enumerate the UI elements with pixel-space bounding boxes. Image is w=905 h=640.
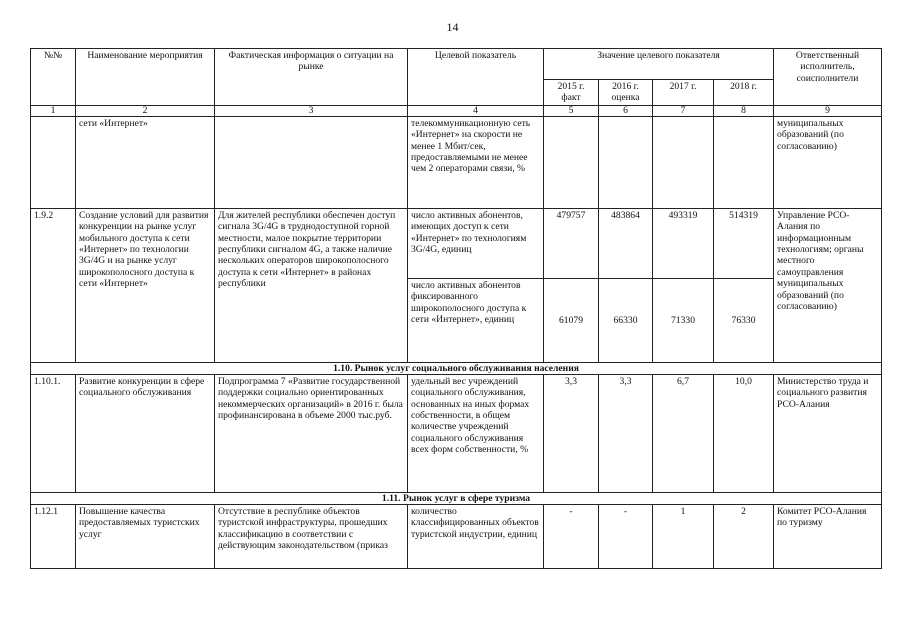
section-title: 1.10. Рынок услуг социального обслуживания населения bbox=[31, 362, 882, 374]
table-row bbox=[31, 504, 882, 568]
value-2016: - bbox=[599, 504, 653, 568]
header-num: №№ bbox=[31, 49, 76, 106]
row-resp: Министерство труда и социального развития РСО-Алания bbox=[774, 374, 882, 492]
row-target: число активных абонентов фиксированного широкополосного доступа к сети «Интернет», единиц bbox=[408, 278, 544, 362]
value-cell bbox=[653, 116, 714, 208]
value-cell bbox=[544, 116, 599, 208]
header-info: Фактическая информация о ситуации на рынке bbox=[215, 49, 408, 106]
section-row bbox=[31, 362, 882, 374]
header-2018: 2018 г. bbox=[714, 80, 774, 106]
row-info: Для жителей республики обеспечен доступ сигнала 3G/4G в труднодоступной горной местности, малое покрытие территории республики сигналом 4G, а также наличие нескольких операторов широкополосного доступа к сети «Интернет» в районах республики bbox=[215, 208, 408, 362]
col-number: 7 bbox=[653, 105, 714, 116]
value-2015: 61079 bbox=[544, 278, 599, 362]
row-num: 1.9.2 bbox=[31, 208, 76, 362]
value-2015: 3,3 bbox=[544, 374, 599, 492]
row-name: сети «Интернет» bbox=[76, 116, 215, 208]
col-number: 2 bbox=[76, 105, 215, 116]
col-number: 6 bbox=[599, 105, 653, 116]
value-2015: - bbox=[544, 504, 599, 568]
row-num: 1.12.1 bbox=[31, 504, 76, 568]
value-2018: 2 bbox=[714, 504, 774, 568]
col-number: 3 bbox=[215, 105, 408, 116]
value-cell bbox=[599, 116, 653, 208]
col-number: 4 bbox=[408, 105, 544, 116]
column-number-row bbox=[31, 105, 882, 116]
row-info: Отсутствие в республике объектов туристской инфраструктуры, прошедших классификацию в соответствии с действующим законодательством (приказ bbox=[215, 504, 408, 568]
value-2016: 483864 bbox=[599, 208, 653, 278]
row-num bbox=[31, 116, 76, 208]
row-info bbox=[215, 116, 408, 208]
header-resp: Ответственный исполнитель, соисполнители bbox=[774, 49, 882, 106]
row-num: 1.10.1. bbox=[31, 374, 76, 492]
value-2017: 71330 bbox=[653, 278, 714, 362]
value-2017: 6,7 bbox=[653, 374, 714, 492]
row-target: число активных абонентов, имеющих доступ к сети «Интернет» по технологиям 3G/4G, единиц bbox=[408, 208, 544, 278]
value-2018: 10,0 bbox=[714, 374, 774, 492]
col-number: 1 bbox=[31, 105, 76, 116]
section-row bbox=[31, 492, 882, 504]
row-resp: Комитет РСО-Алания по туризму bbox=[774, 504, 882, 568]
value-2018: 514319 bbox=[714, 208, 774, 278]
table-row bbox=[31, 116, 882, 208]
col-number: 5 bbox=[544, 105, 599, 116]
section-title: 1.11. Рынок услуг в сфере туризма bbox=[31, 492, 882, 504]
header-row bbox=[31, 49, 882, 80]
table-row bbox=[31, 208, 882, 278]
row-resp: Управление РСО-Алания по информационным технологиям; органы местного самоуправления муниципальных образований (по согласованию) bbox=[774, 208, 882, 362]
header-2016: 2016 г. оценка bbox=[599, 80, 653, 106]
value-2016: 3,3 bbox=[599, 374, 653, 492]
row-target: удельный вес учреждений социального обслуживания, основанных на иных формах собственности, в общем количестве учреждений социального обслуживания всех форм собственности, % bbox=[408, 374, 544, 492]
row-info: Подпрограмма 7 «Развитие государственной поддержки социально ориентированных некоммерческих организаций» в 2016 г. была профинансирована в объеме 2000 тыс.руб. bbox=[215, 374, 408, 492]
row-target: количество классифицированных объектов туристской индустрии, единиц bbox=[408, 504, 544, 568]
col-number: 9 bbox=[774, 105, 882, 116]
row-resp: муниципальных образований (по согласованию) bbox=[774, 116, 882, 208]
header-value: Значение целевого показателя bbox=[544, 49, 774, 80]
value-2017: 1 bbox=[653, 504, 714, 568]
col-number: 8 bbox=[714, 105, 774, 116]
value-2018: 76330 bbox=[714, 278, 774, 362]
row-name: Создание условий для развития конкуренции на рынке услуг мобильного доступа к сети «Интернет» по технологии 3G/4G и на рынке услуг широкополосного доступа к сети «Интернет» bbox=[76, 208, 215, 362]
value-2017: 493319 bbox=[653, 208, 714, 278]
header-target: Целевой показатель bbox=[408, 49, 544, 106]
row-name: Повышение качества предоставляемых туристских услуг bbox=[76, 504, 215, 568]
value-2015: 479757 bbox=[544, 208, 599, 278]
row-name: Развитие конкуренции в сфере социального обслуживания bbox=[76, 374, 215, 492]
row-target: телекоммуникационную сеть «Интернет» на скорости не менее 1 Мбит/сек, предоставляемыми не менее чем 2 операторами связи, % bbox=[408, 116, 544, 208]
value-cell bbox=[714, 116, 774, 208]
header-name: Наименование мероприятия bbox=[76, 49, 215, 106]
header-2017: 2017 г. bbox=[653, 80, 714, 106]
table-row bbox=[31, 374, 882, 492]
header-2015: 2015 г. факт bbox=[544, 80, 599, 106]
page-number: 14 bbox=[446, 20, 459, 34]
value-2016: 66330 bbox=[599, 278, 653, 362]
targets-table bbox=[30, 48, 882, 569]
